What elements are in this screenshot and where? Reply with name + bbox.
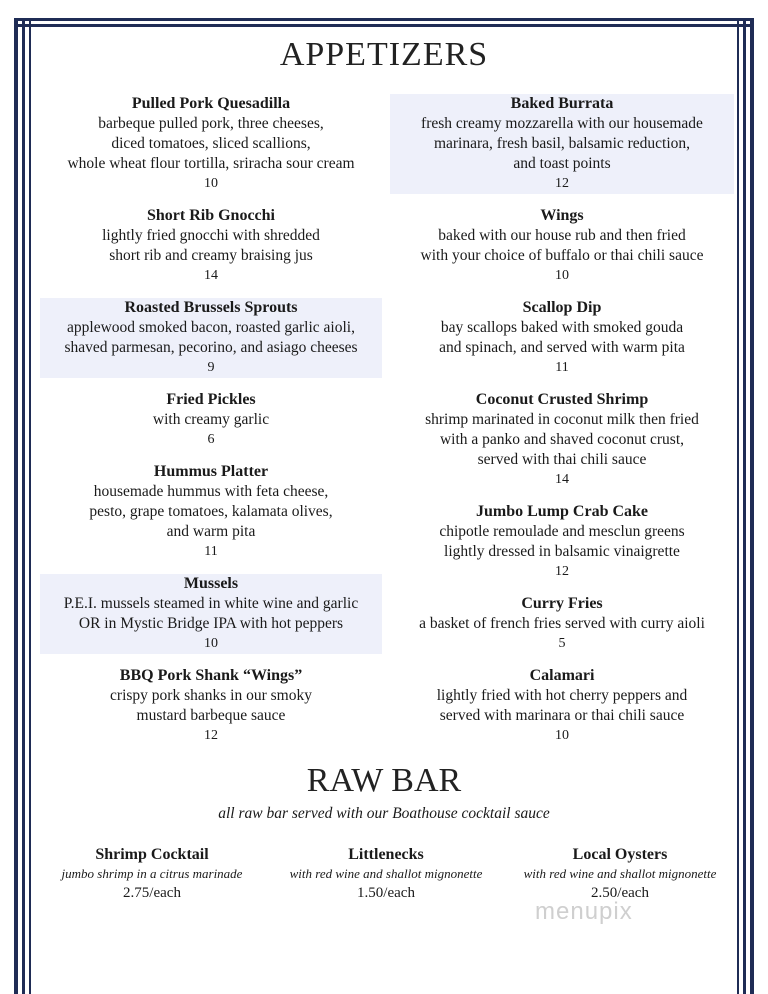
item-description: and toast points [513, 155, 611, 172]
item-price: 14 [555, 472, 569, 487]
item-description: crispy pork shanks in our smoky [110, 687, 312, 704]
item-price: 10 [204, 176, 218, 191]
item-name: Roasted Brussels Sprouts [124, 299, 298, 316]
item-name: Calamari [529, 667, 595, 684]
item-name: Hummus Platter [153, 463, 269, 480]
item-description: shrimp marinated in coconut milk then fried [425, 411, 699, 428]
item-name: Local Oysters [572, 846, 668, 863]
item-note: with red wine and shallot mignonette [523, 866, 717, 881]
menu-item [40, 94, 382, 194]
menu-item [390, 666, 734, 748]
menu-item [390, 206, 734, 290]
item-price: 10 [555, 728, 569, 743]
section-title-appetizers: APPETIZERS [279, 36, 489, 73]
item-description: whole wheat flour tortilla, sriracha sour cream [67, 155, 355, 172]
item-description: with your choice of buffalo or thai chili sauce [420, 247, 704, 264]
item-description: P.E.I. mussels steamed in white wine and garlic [63, 595, 359, 612]
raw-bar-item [32, 845, 272, 903]
item-description: applewood smoked bacon, roasted garlic aioli, [67, 319, 355, 336]
item-price: 2.50/each [591, 885, 649, 901]
item-description: shaved parmesan, pecorino, and asiago cheeses [64, 339, 358, 356]
item-description: lightly dressed in balsamic vinaigrette [444, 543, 680, 560]
item-name: Mussels [183, 575, 239, 592]
menu-item [40, 666, 382, 748]
item-name: Scallop Dip [522, 299, 602, 316]
item-name: Fried Pickles [166, 391, 256, 408]
item-description: short rib and creamy braising jus [109, 247, 313, 264]
item-description: fresh creamy mozzarella with our housemade [421, 115, 703, 132]
menu-item [40, 390, 382, 452]
item-price: 12 [555, 176, 569, 191]
item-description: diced tomatoes, sliced scallions, [111, 135, 311, 152]
item-description: lightly fried with hot cherry peppers and [436, 687, 688, 704]
item-name: Wings [540, 207, 584, 224]
raw-bar-subtitle: all raw bar served with our Boathouse cocktail sauce [218, 805, 550, 822]
item-name: Pulled Pork Quesadilla [131, 95, 291, 112]
item-description: pesto, grape tomatoes, kalamata olives, [89, 503, 333, 520]
item-note: with red wine and shallot mignonette [289, 866, 483, 881]
menu-item [390, 298, 734, 378]
item-name: Short Rib Gnocchi [146, 207, 275, 224]
item-price: 10 [204, 636, 218, 651]
item-description: bay scallops baked with smoked gouda [440, 319, 684, 336]
item-price: 11 [204, 544, 218, 559]
item-price: 11 [555, 360, 569, 375]
menu-item [40, 206, 382, 290]
item-name: Shrimp Cocktail [95, 846, 209, 863]
item-description: served with marinara or thai chili sauce [439, 707, 685, 724]
watermark-logo: menupix [535, 898, 633, 925]
item-description: with creamy garlic [152, 411, 270, 428]
item-price: 1.50/each [357, 885, 415, 901]
item-price: 9 [207, 360, 215, 375]
item-description: mustard barbeque sauce [136, 707, 286, 724]
menu-item [390, 94, 734, 194]
item-description: barbeque pulled pork, three cheeses, [98, 115, 324, 132]
menu-item [40, 462, 382, 564]
menu-item [390, 390, 734, 492]
item-name: BBQ Pork Shank “Wings” [119, 667, 303, 684]
item-description: baked with our house rub and then fried [438, 227, 686, 244]
menu-item [40, 298, 382, 378]
raw-bar-item [500, 845, 740, 903]
item-name: Baked Burrata [510, 95, 614, 112]
item-description: OR in Mystic Bridge IPA with hot peppers [78, 615, 344, 632]
item-price: 6 [207, 432, 215, 447]
item-description: a basket of french fries served with curry aioli [419, 615, 705, 632]
raw-bar-item [266, 845, 506, 903]
item-description: and warm pita [166, 523, 256, 540]
item-price: 10 [555, 268, 569, 283]
section-title-raw-bar: RAW BAR [306, 762, 462, 799]
item-price: 2.75/each [123, 885, 181, 901]
item-description: housemade hummus with feta cheese, [93, 483, 329, 500]
item-description: chipotle remoulade and mesclun greens [439, 523, 685, 540]
item-name: Curry Fries [521, 595, 603, 612]
item-name: Coconut Crusted Shrimp [475, 391, 649, 408]
menu-item [390, 594, 734, 656]
item-description: lightly fried gnocchi with shredded [102, 227, 320, 244]
item-price: 12 [204, 728, 218, 743]
item-description: served with thai chili sauce [477, 451, 647, 468]
item-description: marinara, fresh basil, balsamic reduction, [433, 135, 691, 152]
item-price: 14 [204, 268, 218, 283]
menu-item [390, 502, 734, 584]
item-price: 5 [558, 636, 566, 651]
item-note: jumbo shrimp in a citrus marinade [61, 866, 243, 881]
item-description: and spinach, and served with warm pita [439, 339, 685, 356]
item-name: Jumbo Lump Crab Cake [475, 503, 649, 520]
item-price: 12 [555, 564, 569, 579]
menu-item [40, 574, 382, 654]
item-name: Littlenecks [348, 846, 424, 863]
item-description: with a panko and shaved coconut crust, [439, 431, 685, 448]
